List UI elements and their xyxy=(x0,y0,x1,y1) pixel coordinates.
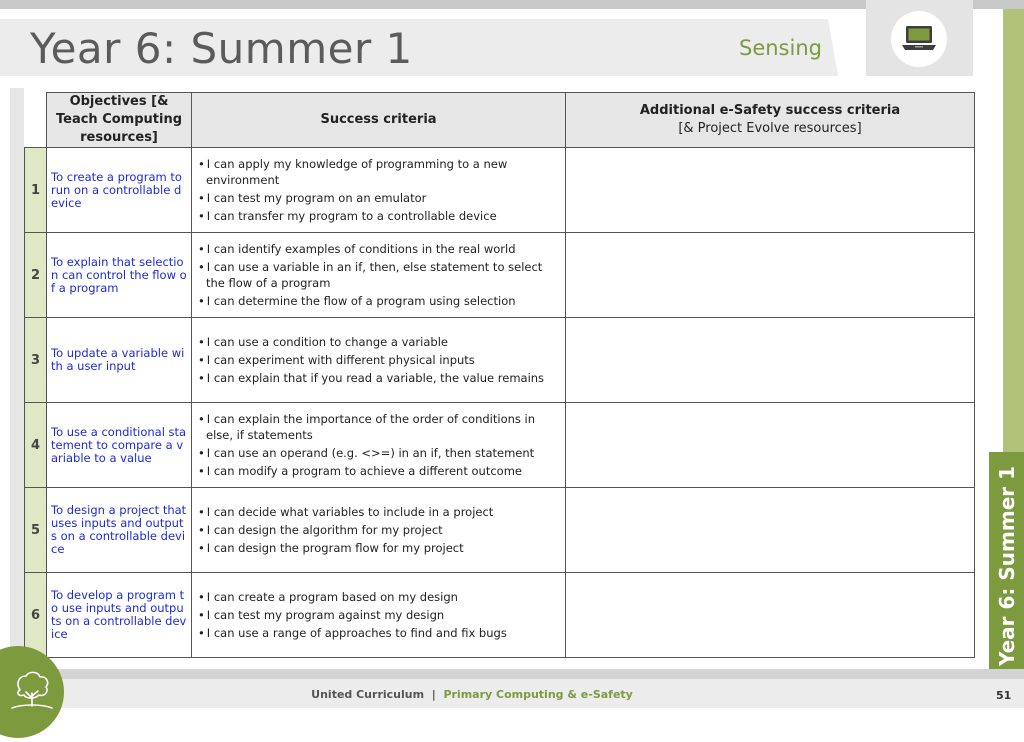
criteria-item: • I can design the algorithm for my project xyxy=(196,522,561,538)
table-header-row xyxy=(25,93,975,148)
success-criteria-cell xyxy=(192,403,566,488)
esafety-criteria-cell xyxy=(566,148,975,233)
page-title: Year 6: Summer 1 xyxy=(30,24,413,73)
criteria-item: • I can apply my knowledge of programming to a new environment xyxy=(196,156,561,188)
table-row xyxy=(25,488,975,573)
criteria-list xyxy=(196,411,561,479)
criteria-item: • I can explain the importance of the order of conditions in else, if statements xyxy=(196,411,561,443)
table-row xyxy=(25,573,975,658)
curriculum-table xyxy=(24,92,975,658)
footer-brand: United Curriculum xyxy=(311,688,425,701)
header-esafety: Additional e-Safety success criteria [& Project Evolve resources] xyxy=(566,93,975,148)
criteria-item: • I can use a variable in an if, then, else statement to select the flow of a program xyxy=(196,259,561,291)
side-accent-bar xyxy=(1003,9,1024,452)
laptop-icon xyxy=(891,11,947,67)
criteria-item: • I can design the program flow for my project xyxy=(196,540,561,556)
table-row xyxy=(25,318,975,403)
lesson-number: 6 xyxy=(25,573,47,658)
unit-icon-badge xyxy=(891,11,947,67)
criteria-item: • I can test my program against my design xyxy=(196,607,561,623)
criteria-list xyxy=(196,334,561,386)
objective-link[interactable]: To update a variable with a user input xyxy=(47,318,192,403)
criteria-item: • I can test my program on an emulator xyxy=(196,190,561,206)
objective-link[interactable]: To design a project that uses inputs and outputs on a controllable device xyxy=(47,488,192,573)
objective-link[interactable]: To explain that selection can control the flow of a program xyxy=(47,233,192,318)
side-tab-label: Year 6: Summer 1 xyxy=(994,465,1019,667)
success-criteria-cell xyxy=(192,318,566,403)
criteria-list xyxy=(196,589,561,641)
footer-subject: Primary Computing & e-Safety xyxy=(443,688,633,701)
success-criteria-cell xyxy=(192,233,566,318)
criteria-item: • I can explain that if you read a variable, the value remains xyxy=(196,370,561,386)
lesson-number: 5 xyxy=(25,488,47,573)
left-margin-bar xyxy=(10,88,24,648)
criteria-list xyxy=(196,241,561,309)
esafety-criteria-cell xyxy=(566,573,975,658)
header-objectives: Objectives [& Teach Computing resources] xyxy=(47,93,192,148)
criteria-item: • I can experiment with different physical inputs xyxy=(196,352,561,368)
header-blank-cell xyxy=(25,93,47,148)
objective-link[interactable]: To create a program to run on a controllable device xyxy=(47,148,192,233)
criteria-item: • I can create a program based on my design xyxy=(196,589,561,605)
esafety-criteria-cell xyxy=(566,488,975,573)
lesson-number: 4 xyxy=(25,403,47,488)
criteria-item: • I can use a condition to change a variable xyxy=(196,334,561,350)
lesson-number: 3 xyxy=(25,318,47,403)
esafety-criteria-cell xyxy=(566,233,975,318)
criteria-item: • I can determine the flow of a program using selection xyxy=(196,293,561,309)
footer-bar xyxy=(0,669,1024,679)
success-criteria-cell xyxy=(192,573,566,658)
criteria-list xyxy=(196,504,561,556)
success-criteria-cell xyxy=(192,488,566,573)
table-row xyxy=(25,403,975,488)
criteria-item: • I can identify examples of conditions in the real world xyxy=(196,241,561,257)
criteria-item: • I can transfer my program to a controllable device xyxy=(196,208,561,224)
esafety-criteria-cell xyxy=(566,403,975,488)
side-tab xyxy=(989,452,1024,680)
criteria-item: • I can use an operand (e.g. <>=) in an if, then statement xyxy=(196,445,561,461)
esafety-criteria-cell xyxy=(566,318,975,403)
unit-title: Sensing xyxy=(739,36,822,60)
lesson-number: 1 xyxy=(25,148,47,233)
table-row xyxy=(25,148,975,233)
criteria-item: • I can modify a program to achieve a different outcome xyxy=(196,463,561,479)
criteria-list xyxy=(196,156,561,224)
objective-link[interactable]: To develop a program to use inputs and outputs on a controllable device xyxy=(47,573,192,658)
objective-link[interactable]: To use a conditional statement to compare a variable to a value xyxy=(47,403,192,488)
lesson-number: 2 xyxy=(25,233,47,318)
criteria-item: • I can use a range of approaches to find and fix bugs xyxy=(196,625,561,641)
success-criteria-cell xyxy=(192,148,566,233)
table-row xyxy=(25,233,975,318)
footer-separator: | xyxy=(431,688,436,701)
footer-text xyxy=(0,688,944,701)
header-success-criteria: Success criteria xyxy=(192,93,566,148)
page-number: 51 xyxy=(996,689,1012,702)
criteria-item: • I can decide what variables to include in a project xyxy=(196,504,561,520)
